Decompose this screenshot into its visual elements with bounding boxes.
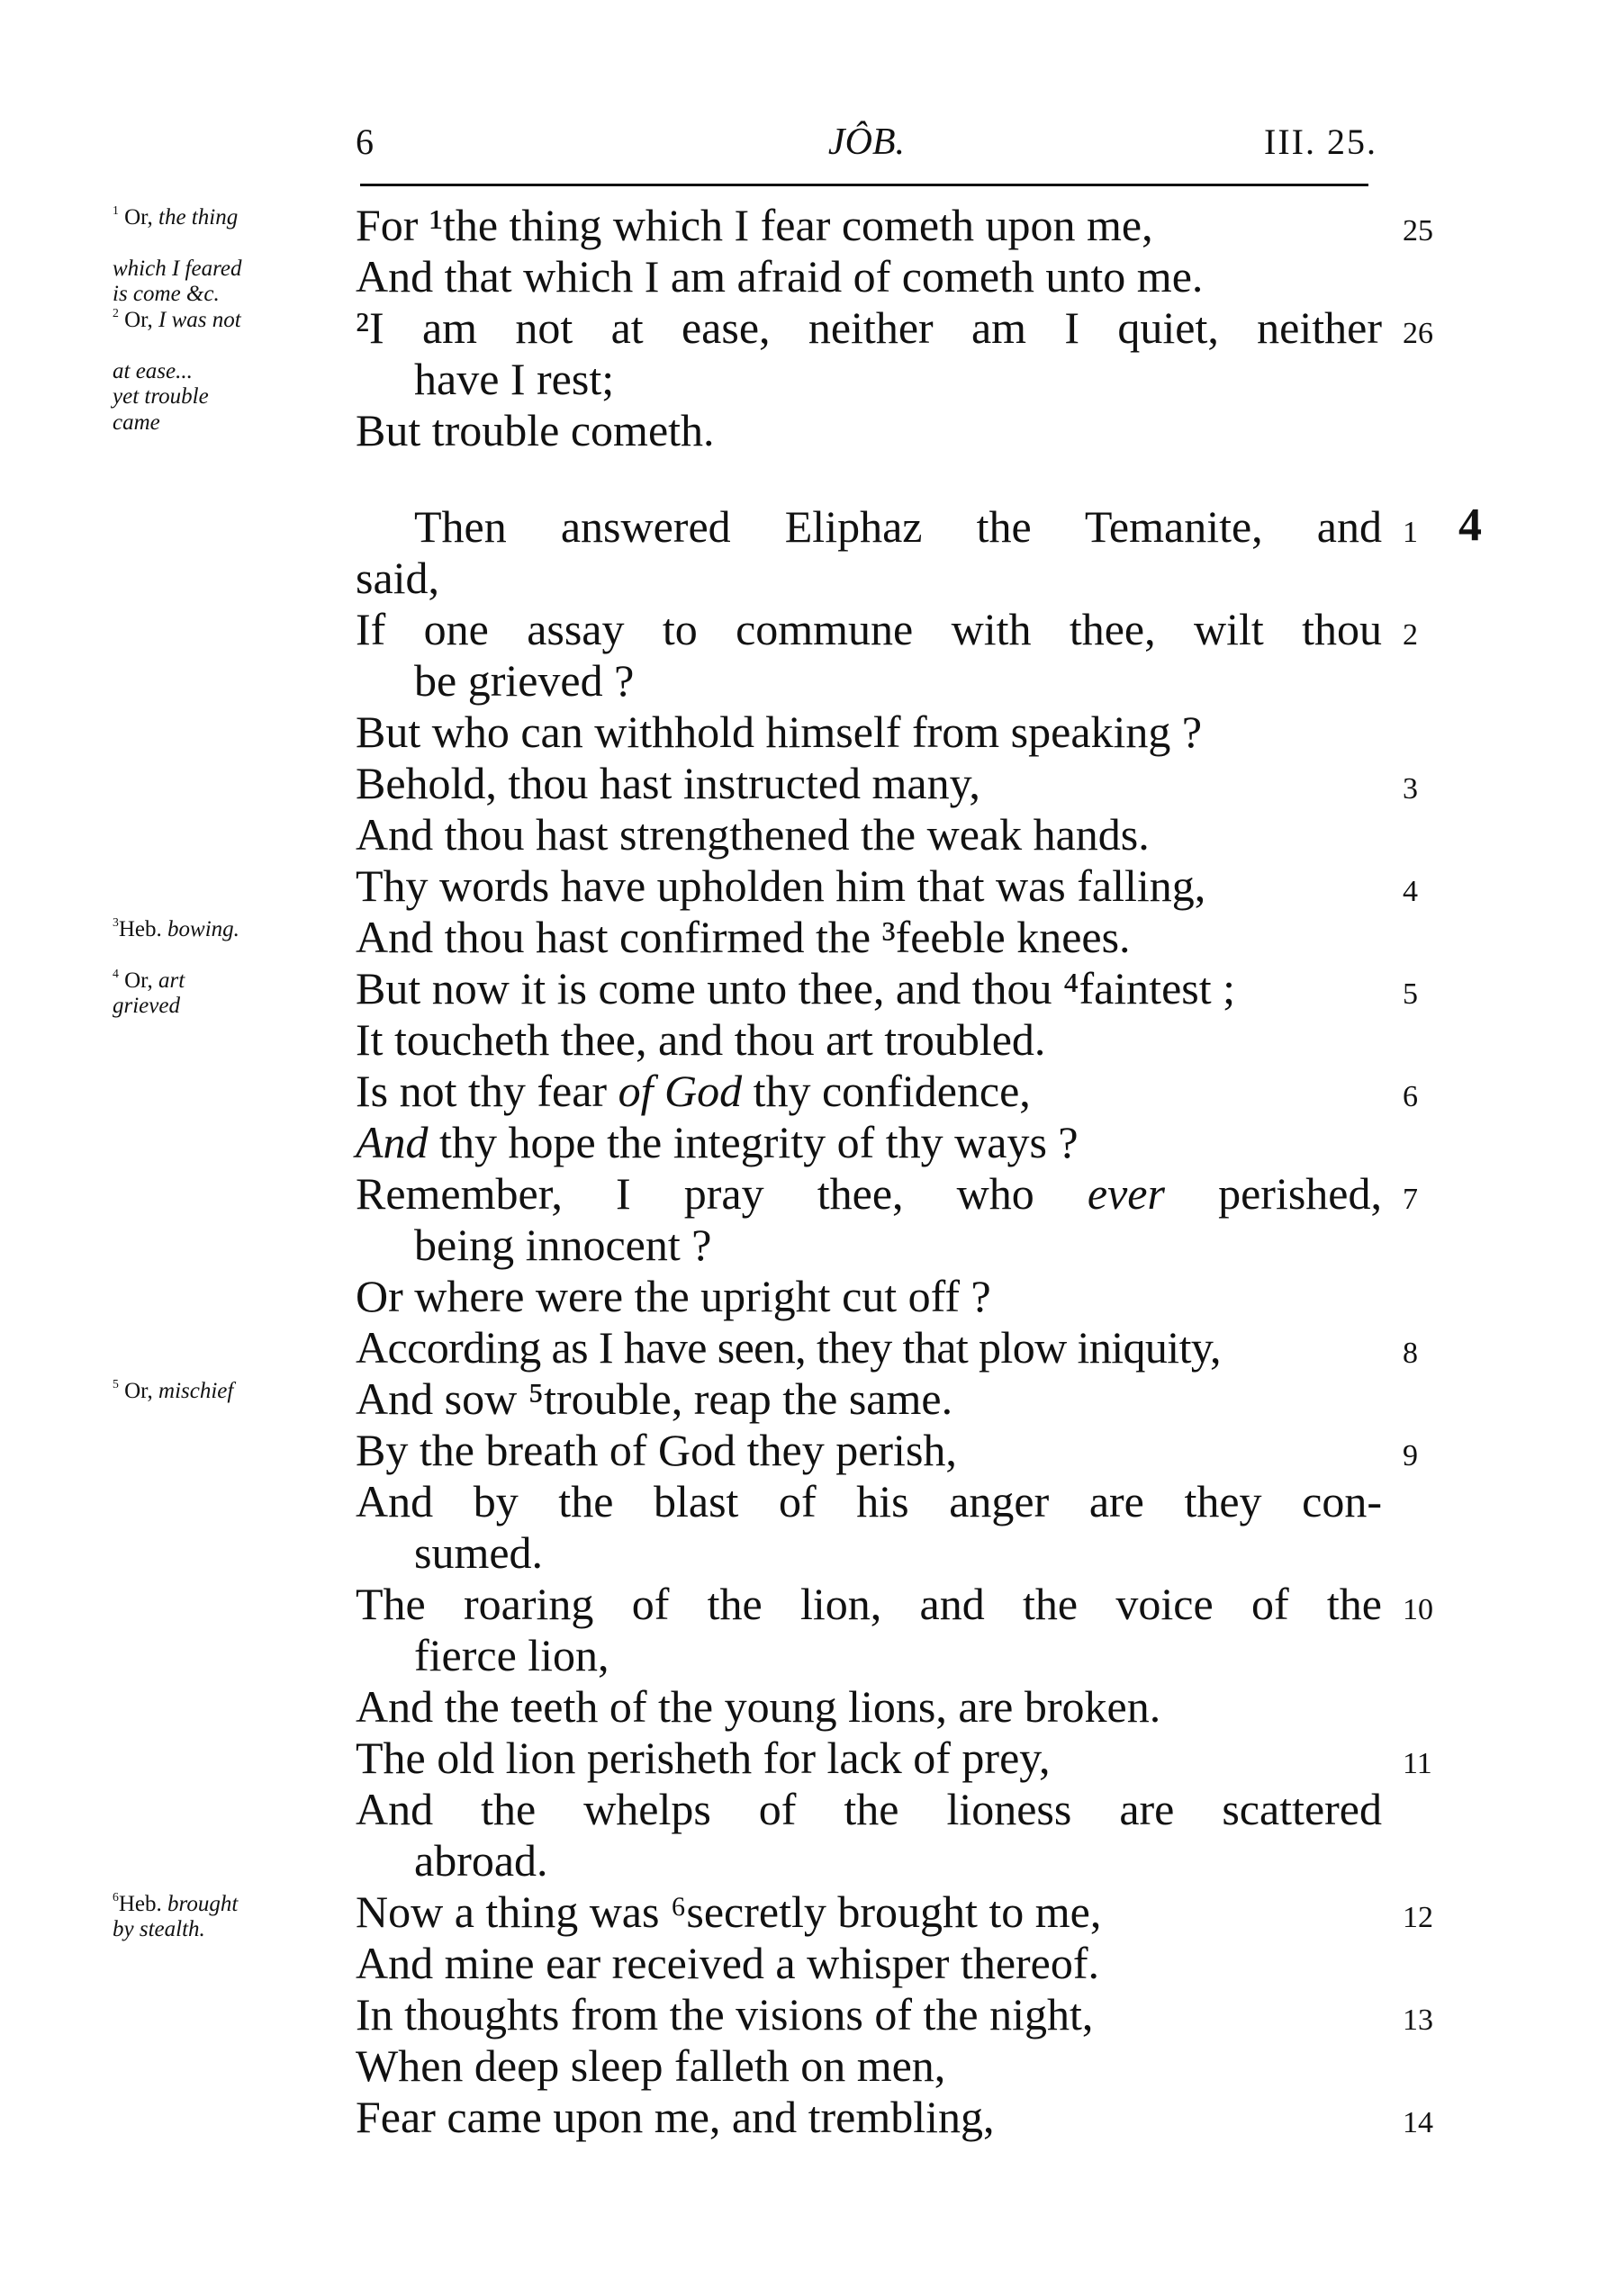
verse-text: But trouble cometh. bbox=[356, 405, 715, 455]
scripture-text bbox=[0, 200, 1616, 2143]
verse-text: Thy words have upholden him that was falling, bbox=[356, 860, 1206, 911]
verse-text: sumed. bbox=[414, 1527, 544, 1578]
verse-text: Now a thing was ⁶secretly brought to me, bbox=[356, 1886, 1102, 1937]
verse-line bbox=[0, 1733, 1616, 1784]
verse-line bbox=[0, 302, 1616, 354]
verse-text: Fear came upon me, and trembling, bbox=[356, 2092, 995, 2142]
marginal-note-2: $^2$ Or, I was not bbox=[113, 306, 241, 332]
verse-line bbox=[0, 1681, 1616, 1733]
verse-line bbox=[0, 758, 1616, 809]
verse-text: Behold, thou hast instructed many, bbox=[356, 758, 980, 808]
verse-text: According as I have seen, they that plow iniquity, bbox=[356, 1322, 1221, 1373]
verse-line bbox=[0, 200, 1616, 251]
verse-text: And that which I am afraid of cometh unto me. bbox=[356, 251, 1204, 302]
verse-line bbox=[0, 655, 1616, 707]
verse-line bbox=[0, 1066, 1616, 1117]
verse-line bbox=[0, 501, 1616, 553]
verse-text: abroad. bbox=[414, 1835, 548, 1886]
verse-number: 2 bbox=[1403, 618, 1418, 652]
marginal-note-2-end: came bbox=[113, 410, 160, 435]
verse-text: The roaring of the lion, and the voice of the bbox=[356, 1579, 1382, 1629]
verse-line bbox=[0, 1527, 1616, 1579]
verse-number: 1 bbox=[1403, 516, 1418, 549]
verse-text: said, bbox=[356, 553, 440, 603]
chapter-number: 4 bbox=[1458, 500, 1482, 551]
verse-line bbox=[0, 2040, 1616, 2092]
verse-text: be grieved ? bbox=[414, 655, 635, 706]
verse-line bbox=[0, 1220, 1616, 1271]
verse-text: And by the blast of his anger are they con- bbox=[356, 1476, 1382, 1526]
marginal-note-3: $^3$Heb. bowing. bbox=[113, 915, 239, 941]
verse-text: And thy hope the integrity of thy ways ? bbox=[356, 1117, 1079, 1167]
verse-text: ²I am not at ease, neither am I quiet, neither bbox=[356, 302, 1382, 353]
verse-text: It toucheth thee, and thou art troubled. bbox=[356, 1014, 1046, 1065]
verse-line bbox=[0, 1835, 1616, 1886]
header-rule bbox=[360, 184, 1368, 186]
verse-line bbox=[0, 1117, 1616, 1168]
book-title: JÔB. bbox=[827, 122, 906, 163]
verse-text: Is not thy fear of God thy confidence, bbox=[356, 1066, 1031, 1116]
marginal-note-1-cont: which I feared is come &c. bbox=[113, 257, 242, 306]
verse-line bbox=[0, 1322, 1616, 1373]
verse-text: By the breath of God they perish, bbox=[356, 1425, 957, 1475]
verse-text: If one assay to commune with thee, wilt thou bbox=[356, 604, 1382, 654]
verse-line bbox=[0, 1938, 1616, 1989]
marginal-note-2-cont: at ease... yet trouble bbox=[113, 359, 209, 409]
verse-number: 12 bbox=[1403, 1901, 1433, 1934]
verse-line bbox=[0, 1476, 1616, 1527]
verse-number: 5 bbox=[1403, 977, 1418, 1011]
verse-number: 13 bbox=[1403, 2003, 1433, 2037]
verse-number: 6 bbox=[1403, 1080, 1418, 1113]
verse-number: 25 bbox=[1403, 214, 1433, 248]
verse-line bbox=[0, 860, 1616, 912]
verse-line bbox=[0, 1168, 1616, 1220]
verse-line bbox=[0, 604, 1616, 655]
verse-number: 26 bbox=[1403, 317, 1433, 350]
verse-line bbox=[0, 1630, 1616, 1681]
verse-number: 4 bbox=[1403, 875, 1418, 908]
verse-line bbox=[0, 809, 1616, 860]
marginal-note-4: $^4$ Or, art grieved bbox=[113, 967, 185, 1018]
verse-text: And thou hast strengthened the weak hands. bbox=[356, 809, 1150, 860]
verse-line bbox=[0, 553, 1616, 604]
verse-text: And mine ear received a whisper thereof. bbox=[356, 1938, 1100, 1988]
verse-line bbox=[0, 354, 1616, 409]
verse-text: When deep sleep falleth on men, bbox=[356, 2040, 946, 2091]
verse-text: But who can withhold himself from speaking ? bbox=[356, 707, 1203, 757]
verse-line bbox=[0, 405, 1616, 456]
verse-text: And the whelps of the lioness are scattered bbox=[356, 1784, 1382, 1834]
verse-line bbox=[0, 1784, 1616, 1835]
verse-text: fierce lion, bbox=[414, 1630, 609, 1680]
verse-number: 7 bbox=[1403, 1183, 1418, 1216]
verse-line bbox=[0, 1014, 1616, 1066]
verse-text: For ¹the thing which I fear cometh upon me, bbox=[356, 200, 1153, 250]
verse-line bbox=[0, 1373, 1616, 1425]
verse-text: But now it is come unto thee, and thou ⁴faintest ; bbox=[356, 963, 1236, 1013]
verse-number: 10 bbox=[1403, 1593, 1433, 1626]
verse-line bbox=[0, 1271, 1616, 1322]
marginal-note-1: $^1$ Or, the thing bbox=[113, 203, 239, 230]
verse-line bbox=[0, 707, 1616, 758]
verse-text: And thou hast confirmed the ³feeble knees. bbox=[356, 912, 1131, 962]
verse-line bbox=[0, 1425, 1616, 1476]
verse-text: In thoughts from the visions of the night, bbox=[356, 1989, 1094, 2039]
verse-text: Then answered Eliphaz the Temanite, and bbox=[414, 501, 1382, 552]
verse-text: And sow ⁵trouble, reap the same. bbox=[356, 1373, 953, 1424]
verse-number: 9 bbox=[1403, 1439, 1418, 1472]
verse-text: And the teeth of the young lions, are broken. bbox=[356, 1681, 1161, 1732]
verse-text: have I rest; bbox=[414, 354, 615, 404]
verse-line bbox=[0, 912, 1616, 963]
page-number: 6 bbox=[356, 122, 374, 162]
running-header bbox=[356, 115, 1377, 169]
verse-number: 8 bbox=[1403, 1337, 1418, 1370]
marginal-note-5: $^5$ Or, mischief bbox=[113, 1377, 234, 1403]
marginal-note-6: $^6$Heb. brought by stealth. bbox=[113, 1890, 239, 1941]
verse-line bbox=[0, 2092, 1616, 2143]
verse-text: Or where were the upright cut off ? bbox=[356, 1271, 991, 1321]
verse-line bbox=[0, 1989, 1616, 2040]
verse-line bbox=[0, 1886, 1616, 1941]
verse-line bbox=[0, 1579, 1616, 1630]
verse-number: 3 bbox=[1403, 772, 1418, 806]
verse-number: 11 bbox=[1403, 1747, 1432, 1780]
verse-line bbox=[0, 963, 1616, 1018]
verse-number: 14 bbox=[1403, 2106, 1433, 2139]
verse-text: being innocent ? bbox=[414, 1220, 712, 1270]
verse-text: The old lion perisheth for lack of prey, bbox=[356, 1733, 1051, 1783]
verse-text: Remember, I pray thee, who ever perished, bbox=[356, 1168, 1382, 1219]
chapter-verse-reference: III. 25. bbox=[1264, 122, 1377, 162]
verse-line bbox=[0, 251, 1616, 306]
